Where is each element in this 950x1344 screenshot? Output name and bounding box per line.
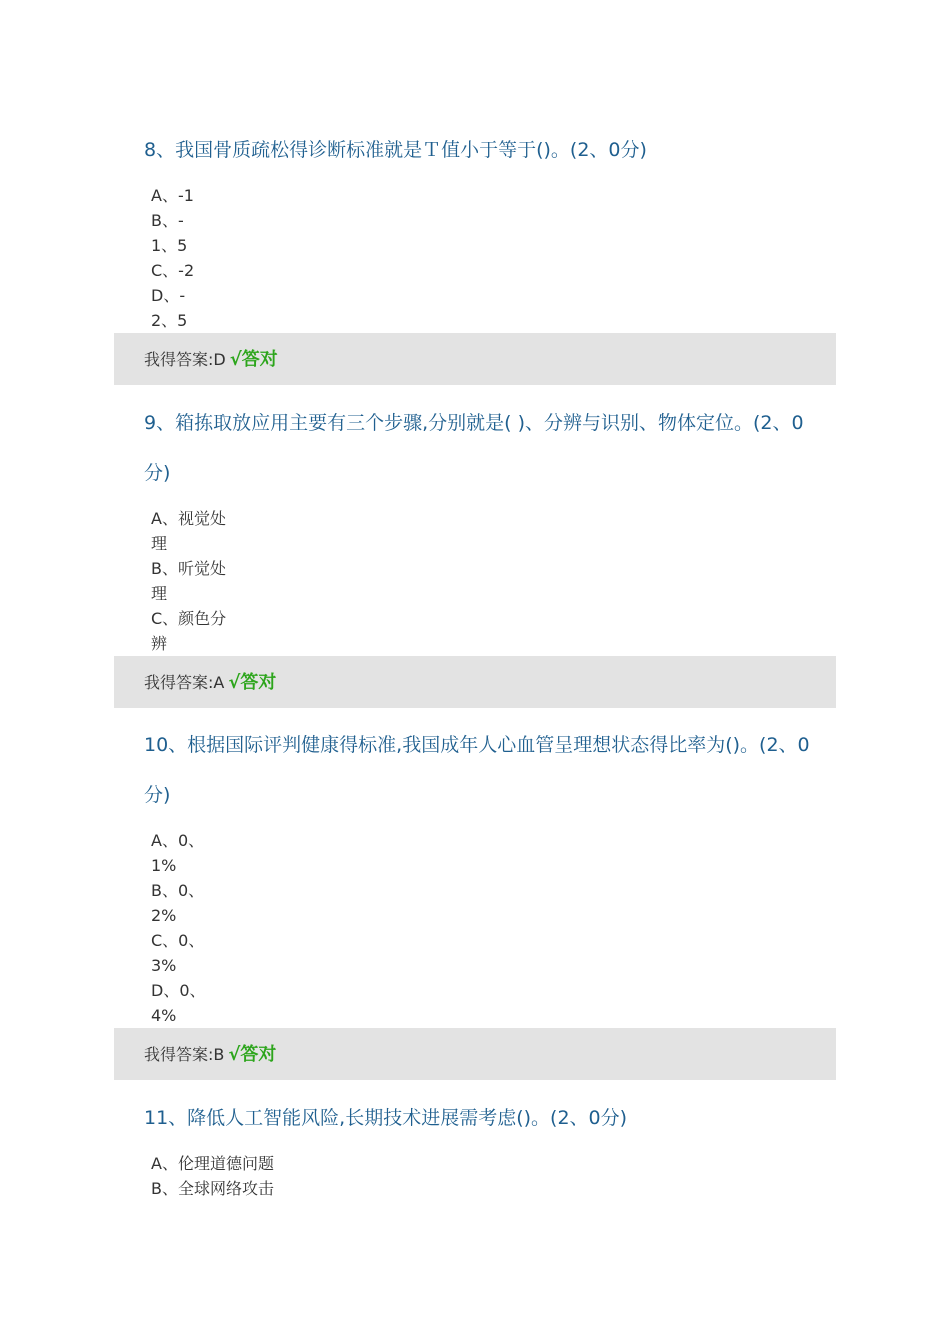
answer-label: 我得答案:A (144, 673, 225, 692)
my-answer (144, 1028, 276, 1082)
option-line: A、-1 (151, 186, 194, 205)
option-line: 1% (151, 856, 177, 875)
correct-badge: √答对 (228, 672, 277, 693)
option-line: A、伦理道德问题 (151, 1154, 274, 1173)
correct-badge: √答对 (229, 349, 278, 370)
answer-bar (114, 1028, 836, 1080)
option-line: C、0、 (151, 931, 205, 950)
question-title-cont: 分) (144, 784, 171, 806)
question-title: 9、箱拣取放应用主要有三个步骤,分别就是( )、分辨与识别、物体定位。(2、0 (144, 412, 804, 434)
option-line: 2、5 (151, 311, 188, 330)
option-line: C、颜色分 (151, 609, 227, 628)
option-line: 辨 (151, 634, 168, 653)
option-line: B、听觉处 (151, 559, 226, 578)
option-line: C、-2 (151, 261, 195, 280)
option-line: A、0、 (151, 831, 205, 850)
option-line: 理 (151, 584, 168, 603)
option-line: 理 (151, 534, 168, 553)
answer-bar (114, 656, 836, 708)
my-answer (144, 333, 278, 387)
question-title: 10、根据国际评判健康得标准,我国成年人心血管呈理想状态得比率为()。(2、0 (144, 734, 810, 756)
option-line: 4% (151, 1006, 177, 1025)
option-line: 1、5 (151, 236, 188, 255)
question-title: 11、降低人工智能风险,长期技术进展需考虑()。(2、0分) (144, 1107, 628, 1129)
my-answer (144, 656, 276, 710)
option-line: D、0、 (151, 981, 206, 1000)
option-line: A、视觉处 (151, 509, 226, 528)
option-line: B、0、 (151, 881, 205, 900)
question-title: 8、我国骨质疏松得诊断标准就是Ｔ值小于等于()。(2、0分) (144, 139, 647, 161)
option-line: 3% (151, 956, 177, 975)
correct-badge: √答对 (228, 1044, 277, 1065)
question-title-cont: 分) (144, 462, 171, 484)
option-line: 2% (151, 906, 177, 925)
option-line: B、- (151, 211, 184, 230)
answer-label: 我得答案:B (144, 1045, 225, 1064)
answer-label: 我得答案:D (144, 350, 226, 369)
answer-bar (114, 333, 836, 385)
option-line: D、- (151, 286, 186, 305)
option-line: B、全球网络攻击 (151, 1179, 274, 1198)
